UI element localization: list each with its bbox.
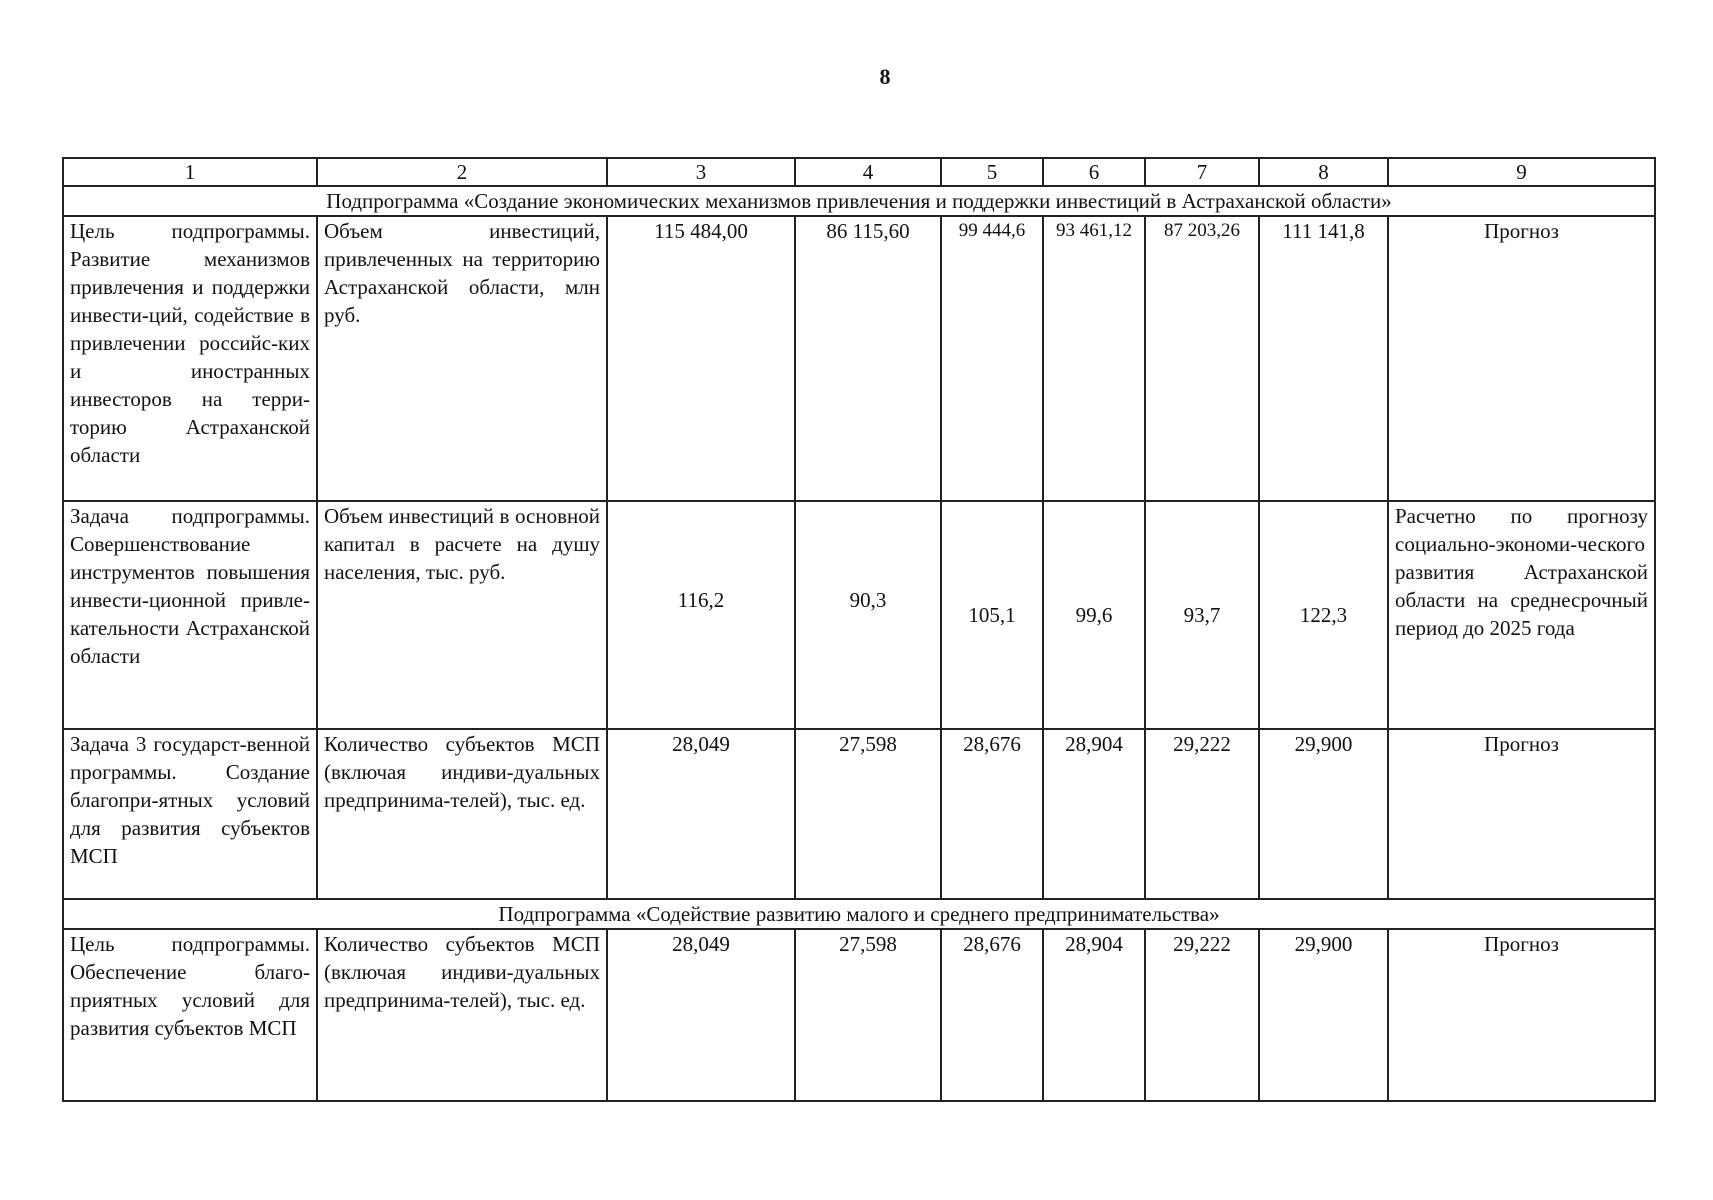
indicator-cell: Объем инвестиций в основной капитал в расчете на душу населения, тыс. руб. — [317, 501, 607, 729]
column-number: 2 — [317, 158, 607, 186]
value-cell: 28,676 — [941, 929, 1043, 1101]
column-number: 8 — [1259, 158, 1388, 186]
indicator-cell: Количество субъектов МСП (включая индиви-дуальных предпринима-телей), тыс. ед. — [317, 729, 607, 899]
value-cell: 93,7 — [1145, 501, 1259, 729]
column-number: 3 — [607, 158, 795, 186]
goal-cell: Цель подпрограммы. Развитие механизмов привлечения и поддержки инвести-ций, содействие в привлечении российс-ких и иностранных инвесторов на терри-торию Астраханской области — [63, 216, 317, 501]
value-cell: 115 484,00 — [607, 216, 795, 501]
value-cell: 27,598 — [795, 729, 941, 899]
value-cell: 93 461,12 — [1043, 216, 1145, 501]
value-cell: 116,2 — [607, 501, 795, 729]
value-cell: 28,904 — [1043, 929, 1145, 1101]
column-number: 4 — [795, 158, 941, 186]
value-cell: 99,6 — [1043, 501, 1145, 729]
section-title: Подпрограмма «Содействие развитию малого и среднего предпринимательства» — [63, 899, 1655, 929]
indicator-cell: Объем инвестиций, привлеченных на территорию Астраханской области, млн руб. — [317, 216, 607, 501]
section-heading-row — [63, 186, 1655, 216]
indicators-table — [62, 157, 1656, 1102]
column-number: 7 — [1145, 158, 1259, 186]
value-cell: 28,049 — [607, 929, 795, 1101]
column-number: 1 — [63, 158, 317, 186]
indicator-cell: Количество субъектов МСП (включая индиви-дуальных предпринима-телей), тыс. ед. — [317, 929, 607, 1101]
value-cell: 28,049 — [607, 729, 795, 899]
note-cell: Прогноз — [1388, 729, 1655, 899]
value-cell: 122,3 — [1259, 501, 1388, 729]
value-cell: 29,222 — [1145, 729, 1259, 899]
value-cell: 29,900 — [1259, 929, 1388, 1101]
table-header-row — [63, 158, 1655, 186]
value-cell: 29,900 — [1259, 729, 1388, 899]
goal-cell: Задача подпрограммы. Совершенствование инструментов повышения инвести-ционной привле-кательности Астраханской области — [63, 501, 317, 729]
note-cell: Расчетно по прогнозу социально-экономи-ческого развития Астраханской области на среднесрочный период до 2025 года — [1388, 501, 1655, 729]
value-cell: 28,676 — [941, 729, 1043, 899]
section-heading-row — [63, 899, 1655, 929]
table-row — [63, 929, 1655, 1101]
note-cell: Прогноз — [1388, 929, 1655, 1101]
table-row — [63, 216, 1655, 501]
value-cell: 29,222 — [1145, 929, 1259, 1101]
value-cell: 86 115,60 — [795, 216, 941, 501]
table-row — [63, 729, 1655, 899]
note-cell: Прогноз — [1388, 216, 1655, 501]
goal-cell: Цель подпрограммы. Обеспечение благо-приятных условий для развития субъектов МСП — [63, 929, 317, 1101]
column-number: 9 — [1388, 158, 1655, 186]
goal-cell: Задача 3 государст-венной программы. Создание благопри-ятных условий для развития субъектов МСП — [63, 729, 317, 899]
value-cell: 105,1 — [941, 501, 1043, 729]
table-row — [63, 501, 1655, 729]
page-number: 8 — [879, 64, 891, 89]
column-number: 5 — [941, 158, 1043, 186]
value-cell: 28,904 — [1043, 729, 1145, 899]
section-title: Подпрограмма «Создание экономических механизмов привлечения и поддержки инвестиций в Астраханской области» — [63, 186, 1655, 216]
value-cell: 27,598 — [795, 929, 941, 1101]
value-cell: 90,3 — [795, 501, 941, 729]
column-number: 6 — [1043, 158, 1145, 186]
value-cell: 111 141,8 — [1259, 216, 1388, 501]
value-cell: 99 444,6 — [941, 216, 1043, 501]
value-cell: 87 203,26 — [1145, 216, 1259, 501]
